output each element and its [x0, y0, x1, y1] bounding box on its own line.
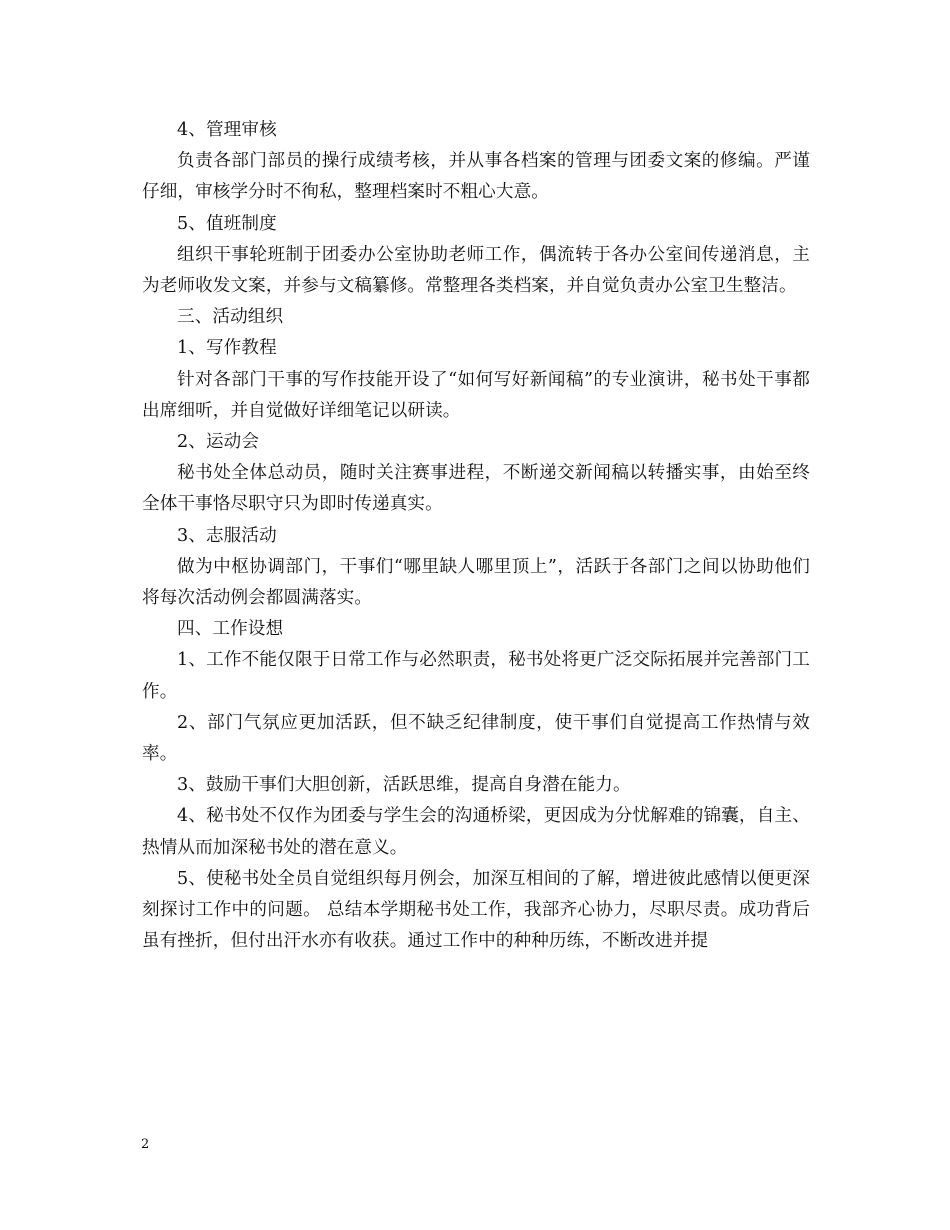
heading-work-plans: 四、工作设想	[177, 619, 284, 640]
page-number: 2	[141, 1137, 150, 1152]
paragraph-plan-2: 2、部门气氛应更加活跃，但不缺乏纪律制度，使干事们自觉提高工作热情与效率。	[142, 712, 810, 765]
paragraph-duty-system: 组织干事轮班制于团委办公室协助老师工作，偶流转于各办公室间传递消息，主为老师收发文案，并参与文稿纂修。常整理各类档案，并自觉负责办公室卫生整洁。	[142, 244, 810, 297]
heading-writing-course: 1、写作教程	[177, 338, 277, 359]
paragraph-volunteer-activity: 做为中枢协调部门，干事们“哪里缺人哪里顶上”，活跃于各部门之间以协助他们将每次活动例会都圆满落实。	[142, 556, 810, 609]
heading-activity-organization: 三、活动组织	[177, 307, 284, 328]
heading-management-review: 4、管理审核	[177, 120, 277, 140]
paragraph-plan-1: 1、工作不能仅限于日常工作与必然职责，秘书处将更广泛交际拓展并完善部门工作。	[142, 650, 810, 702]
paragraph-sports-meet: 秘书处全体总动员，随时关注赛事进程，不断递交新闻稿以转播实事，由始至终全体干事恪尽职守只为即时传递真实。	[142, 463, 810, 515]
paragraph-plan-4: 4、秘书处不仅作为团委与学生会的沟通桥梁，更因成为分忧解难的锦囊，自主、热情从而加深秘书处的潜在意义。	[142, 806, 810, 858]
document-body	[142, 115, 810, 957]
heading-duty-system: 5、值班制度	[177, 213, 277, 234]
paragraph-writing-course: 针对各部门干事的写作技能开设了“如何写好新闻稿”的专业演讲，秘书处干事都出席细听，并自觉做好详细笔记以研读。	[142, 369, 810, 421]
heading-sports-meet: 2、运动会	[177, 432, 260, 453]
heading-volunteer-activity: 3、志服活动	[177, 525, 277, 546]
paragraph-management-review: 负责各部门部员的操行成绩考核，并从事各档案的管理与团委文案的修编。严谨仔细，审核学分时不徇私，整理档案时不粗心大意。	[142, 151, 810, 203]
paragraph-plan-5-summary: 5、使秘书处全员自觉组织每月例会，加深互相间的了解，增进彼此感情以便更深刻探讨工作中的问题。 总结本学期秘书处工作，我部齐心协力，尽职尽责。成功背后虽有挫折，但付出汗水亦有收获。通过工作中的种种历练，不断改进并提	[142, 868, 810, 952]
paragraph-plan-3: 3、鼓励干事们大胆创新，活跃思维，提高自身潜在能力。	[177, 775, 631, 796]
